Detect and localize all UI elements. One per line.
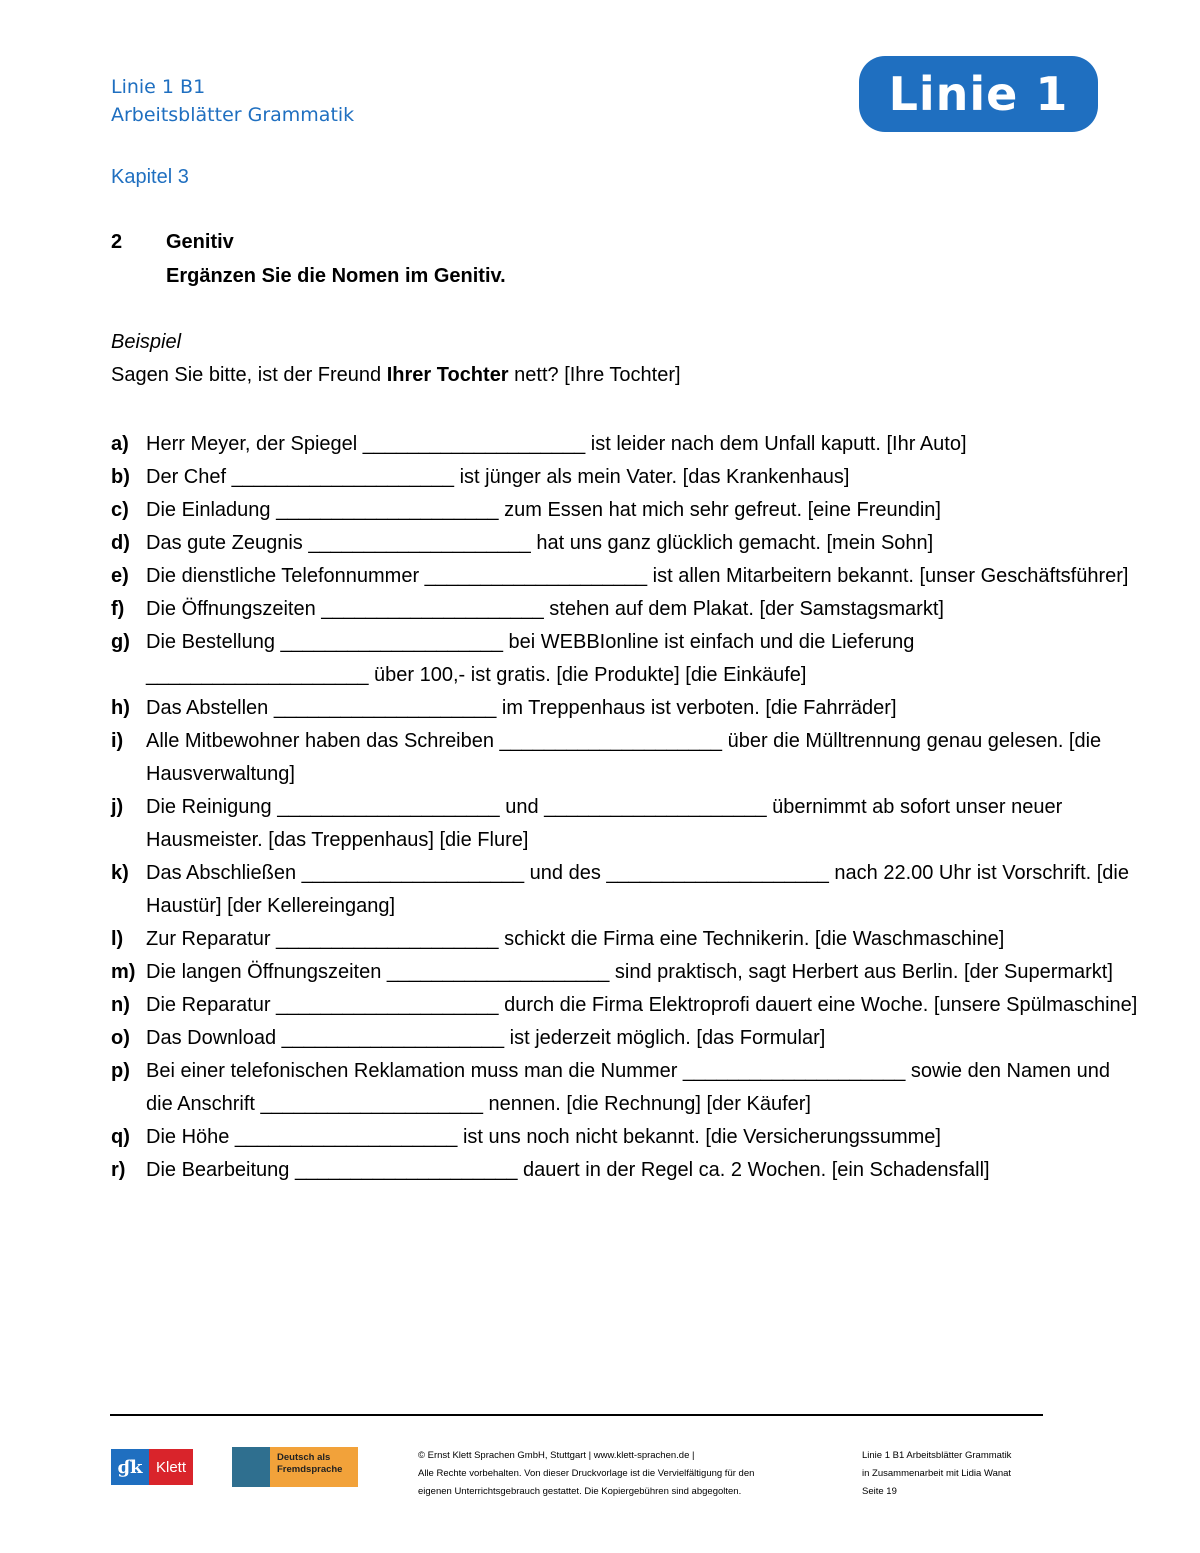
klett-mark-icon: ɠk	[111, 1449, 149, 1485]
item-text: Das Abschließen ____________________ und des ____________________ nach 22.00 Uhr ist Vorschrift. [die Haustür] [der Kellereingang]	[146, 862, 1129, 917]
item-text: Zur Reparatur ____________________ schickt die Firma eine Technikerin. [die Waschmaschine]	[146, 928, 1005, 950]
item-text: Die Höhe ____________________ ist uns noch nicht bekannt. [die Versicherungssumme]	[146, 1126, 941, 1148]
example-before: Sagen Sie bitte, ist der Freund	[111, 364, 387, 386]
item-label: j)	[111, 796, 124, 818]
example-answer: Ihrer Tochter	[386, 364, 509, 386]
item-label: c)	[111, 499, 129, 521]
item-text: Das Download ____________________ ist jederzeit möglich. [das Formular]	[146, 1027, 826, 1049]
exercise-item	[111, 1154, 1141, 1187]
item-label: g)	[111, 631, 130, 653]
exercise-item	[111, 626, 1141, 692]
footer-rights-line-1: Alle Rechte vorbehalten. Von dieser Druckvorlage ist die Vervielfältigung für den	[418, 1468, 755, 1479]
footer-copyright-line: © Ernst Klett Sprachen GmbH, Stuttgart | www.klett-sprachen.de |	[418, 1450, 695, 1461]
exercise-item	[111, 1022, 1141, 1055]
item-label: a)	[111, 433, 129, 455]
exercise-item	[111, 1055, 1141, 1121]
item-text: Das Abstellen ____________________ im Treppenhaus ist verboten. [die Fahrräder]	[146, 697, 897, 719]
chapter-heading: Kapitel 3	[111, 166, 189, 188]
footer-rights-line-2: eigenen Unterrichtsgebrauch gestattet. Die Kopiergebühren sind abgegolten.	[418, 1486, 742, 1497]
page-number: Seite 19	[862, 1486, 897, 1497]
klett-wordmark: Klett	[149, 1449, 193, 1485]
item-text: Die Öffnungszeiten ____________________ stehen auf dem Plakat. [der Samstagsmarkt]	[146, 598, 944, 620]
item-label: r)	[111, 1159, 126, 1181]
exercise-item	[111, 857, 1141, 923]
exercise-item	[111, 593, 1141, 626]
series-title: Linie 1 B1	[111, 76, 206, 98]
exercise-item	[111, 791, 1141, 857]
item-label: q)	[111, 1126, 130, 1148]
footer-credit-line-2: in Zusammenarbeit mit Lidia Wanat	[862, 1468, 1012, 1479]
item-text: Die Reparatur ____________________ durch die Firma Elektroprofi dauert eine Woche. [unsere Spülmaschine]	[146, 994, 1138, 1016]
item-label: p)	[111, 1060, 130, 1082]
item-label: d)	[111, 532, 130, 554]
item-label: i)	[111, 730, 124, 752]
exercise-item	[111, 923, 1141, 956]
exercise-item	[111, 527, 1141, 560]
exercise-item	[111, 1121, 1141, 1154]
item-label: e)	[111, 565, 129, 587]
exercise-item	[111, 692, 1141, 725]
daf-logo-text: Deutsch als Fremdsprache	[270, 1447, 358, 1487]
example-sentence	[111, 364, 681, 387]
item-text: Die dienstliche Telefonnummer ____________________ ist allen Mitarbeitern bekannt. [unser Geschäftsführer]	[146, 565, 1129, 587]
exercise-item	[111, 461, 1141, 494]
exercise-item	[111, 560, 1141, 593]
klett-logo	[111, 1447, 193, 1487]
series-subtitle: Arbeitsblätter Grammatik	[111, 104, 355, 126]
item-text: Die Bearbeitung ____________________ dauert in der Regel ca. 2 Wochen. [ein Schadensfall]	[146, 1159, 990, 1181]
exercise-title: Genitiv	[166, 231, 234, 253]
item-label: k)	[111, 862, 129, 884]
footer-copyright	[418, 1447, 818, 1501]
exercise-item	[111, 428, 1141, 461]
item-text: Das gute Zeugnis ____________________ hat uns ganz glücklich gemacht. [mein Sohn]	[146, 532, 934, 554]
item-label: b)	[111, 466, 130, 488]
item-text: Bei einer telefonischen Reklamation muss man die Nummer ____________________ sowie den Namen und die Anschrift ____________________ nennen. [die Rechnung] [der Käufer]	[146, 1060, 1110, 1115]
item-label: m)	[111, 961, 136, 983]
item-label: h)	[111, 697, 130, 719]
item-label: n)	[111, 994, 130, 1016]
exercise-item	[111, 989, 1141, 1022]
linie1-logo: Linie 1	[859, 56, 1098, 132]
exercise-item	[111, 956, 1141, 989]
item-text: Herr Meyer, der Spiegel ____________________ ist leider nach dem Unfall kaputt. [Ihr Auto]	[146, 433, 967, 455]
item-text: Die Einladung ____________________ zum Essen hat mich sehr gefreut. [eine Freundin]	[146, 499, 941, 521]
daf-color-block	[232, 1447, 270, 1487]
exercise-items	[111, 428, 1141, 1187]
item-label: f)	[111, 598, 125, 620]
daf-logo	[232, 1447, 358, 1487]
footer-divider	[110, 1414, 1043, 1416]
item-label: l)	[111, 928, 124, 950]
exercise-instruction: Ergänzen Sie die Nomen im Genitiv.	[166, 265, 506, 287]
exercise-item	[111, 494, 1141, 527]
item-text: Die langen Öffnungszeiten ____________________ sind praktisch, sagt Herbert aus Berlin. [der Supermarkt]	[146, 961, 1113, 983]
exercise-number: 2	[111, 231, 123, 253]
exercise-item	[111, 725, 1141, 791]
item-text: Die Reinigung ____________________ und ____________________ übernimmt ab sofort unser neuer Hausmeister. [das Treppenhaus] [die Flure]	[146, 796, 1063, 851]
item-text: Der Chef ____________________ ist jünger als mein Vater. [das Krankenhaus]	[146, 466, 850, 488]
footer-credit	[862, 1447, 1062, 1501]
item-text: Die Bestellung ____________________ bei WEBBIonline ist einfach und die Lieferung ____________________ über 100,- ist gratis. [die Produkte] [die Einkäufe]	[146, 631, 915, 686]
item-text: Alle Mitbewohner haben das Schreiben ____________________ über die Mülltrennung genau gelesen. [die Hausverwaltung]	[146, 730, 1102, 785]
item-label: o)	[111, 1027, 130, 1049]
example-after: nett? [Ihre Tochter]	[508, 364, 681, 386]
example-label: Beispiel	[111, 331, 182, 353]
series-header	[111, 73, 354, 129]
footer-credit-line-1: Linie 1 B1 Arbeitsblätter Grammatik	[862, 1450, 1012, 1461]
